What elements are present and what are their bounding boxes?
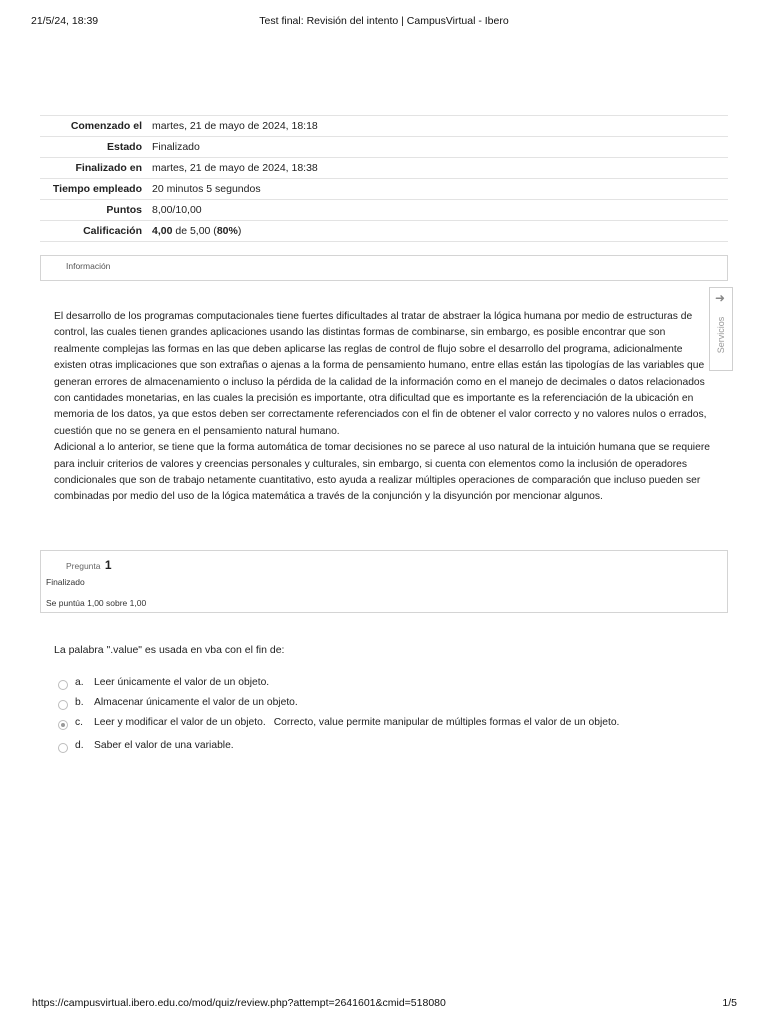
question-prefix: Pregunta [66, 561, 101, 571]
information-passage [54, 309, 711, 506]
print-header [0, 15, 768, 29]
radio-button-selected[interactable] [58, 720, 68, 730]
attempt-summary-table [40, 115, 728, 242]
question-text: La palabra ".value" es usada en vba con el fin de: [54, 644, 285, 656]
page-url: https://campusvirtual.ibero.edu.co/mod/quiz/review.php?attempt=2641601&cmid=518080 [32, 997, 446, 1009]
answer-option-c[interactable] [58, 717, 738, 740]
servicios-tab[interactable] [709, 287, 733, 371]
summary-value: Finalizado [148, 137, 728, 158]
grade-end: ) [237, 225, 242, 237]
answer-option-b[interactable] [58, 697, 738, 717]
option-letter: a. [75, 677, 84, 688]
answer-option-a[interactable] [58, 677, 738, 697]
information-box [40, 255, 728, 281]
summary-row [40, 137, 728, 158]
summary-label: Tiempo empleado [40, 179, 148, 200]
passage-paragraph: El desarrollo de los programas computacionales tiene fuertes dificultades al tratar de abstraer la lógica humana por medio de estructuras de control, las cuales tienen grandes aplicaciones usando las distintas formas de combinarse, sin embargo, es posible encontrar que son realmente complejas las formas en las que deben aplicarse las reglas de control de flujo sobre el desarrollo del programa, adicionalmente existen otras implicaciones que son extrañas o ajenas a la forma de pensamiento humano, entre ellas están las tipologías de las variables que generan errores de almacenamiento o incluso la pérdida de la calidad de la información como en el manejo de decimales o datos relacionados con cantidades monetarias, en las cuales la precisión es importante, otra dificultad que es importante es la referenciación de la ubicación en memoria de los datos, ya que estos deben ser correctamente referenciados con el fin de obtener el valor correcto y no valores nulos o errados, cuestión que no se genera en el pensamiento natural humano. [54, 311, 707, 437]
question-number-value: 1 [104, 558, 112, 572]
information-label: Información [66, 261, 111, 271]
summary-value: 20 minutos 5 segundos [148, 179, 728, 200]
passage-paragraph: Adicional a lo anterior, se tiene que la forma automática de tomar decisiones no se parece al uso natural de la intuición humana que se requiere para incluir criterios de valores y creencias personales y culturales, sin embargo, si cuenta con elementos como la inclusión de operadores condicionales que son de trabajo netamente cuantitativo, esto ayuda a realizar múltiples operaciones de comparación que incluso pueden ser combinadas por medio del uso de la lógica matemática a través de la conjunción y la disyunción por mencionar algunos. [54, 442, 710, 503]
summary-value: 8,00/10,00 [148, 200, 728, 221]
radio-button[interactable] [58, 743, 68, 753]
option-letter: b. [75, 697, 84, 708]
summary-row [40, 200, 728, 221]
option-letter: d. [75, 740, 84, 751]
option-text: Leer únicamente el valor de un objeto. [94, 677, 270, 688]
option-text: Saber el valor de una variable. [94, 740, 234, 751]
answer-options [58, 677, 738, 760]
question-info-box [40, 550, 728, 613]
radio-button[interactable] [58, 700, 68, 710]
page-title: Test final: Revisión del intento | CampusVirtual - Ibero [259, 15, 509, 27]
summary-row [40, 116, 728, 137]
grade-percent: 80% [216, 225, 238, 237]
summary-grade-value [148, 221, 728, 242]
summary-row [40, 179, 728, 200]
grade-score: 4,00 [152, 225, 173, 237]
question-grade: Se puntúa 1,00 sobre 1,00 [46, 598, 147, 608]
grade-middle: de 5,00 ( [172, 225, 217, 237]
servicios-label: Servicios [716, 316, 726, 354]
option-letter: c. [75, 717, 84, 728]
option-text: Almacenar únicamente el valor de un objeto. [94, 697, 298, 708]
summary-label: Comenzado el [40, 116, 148, 137]
radio-button[interactable] [58, 680, 68, 690]
summary-label: Puntos [40, 200, 148, 221]
answer-option-d[interactable] [58, 740, 738, 760]
question-state: Finalizado [46, 577, 85, 587]
option-feedback: Correcto, value permite manipular de múltiples formas el valor de un objeto. [273, 717, 620, 728]
print-date: 21/5/24, 18:39 [31, 15, 99, 27]
option-text: Leer y modificar el valor de un objeto. [94, 717, 266, 728]
arrow-right-icon: ➜ [715, 291, 726, 305]
summary-row-grade [40, 221, 728, 242]
summary-label: Calificación [40, 221, 148, 242]
summary-label: Estado [40, 137, 148, 158]
summary-label: Finalizado en [40, 158, 148, 179]
summary-value: martes, 21 de mayo de 2024, 18:38 [148, 158, 728, 179]
option-text-with-feedback [94, 717, 619, 728]
page-number: 1/5 [722, 997, 737, 1009]
summary-value: martes, 21 de mayo de 2024, 18:18 [148, 116, 728, 137]
summary-row [40, 158, 728, 179]
question-number [66, 558, 112, 572]
